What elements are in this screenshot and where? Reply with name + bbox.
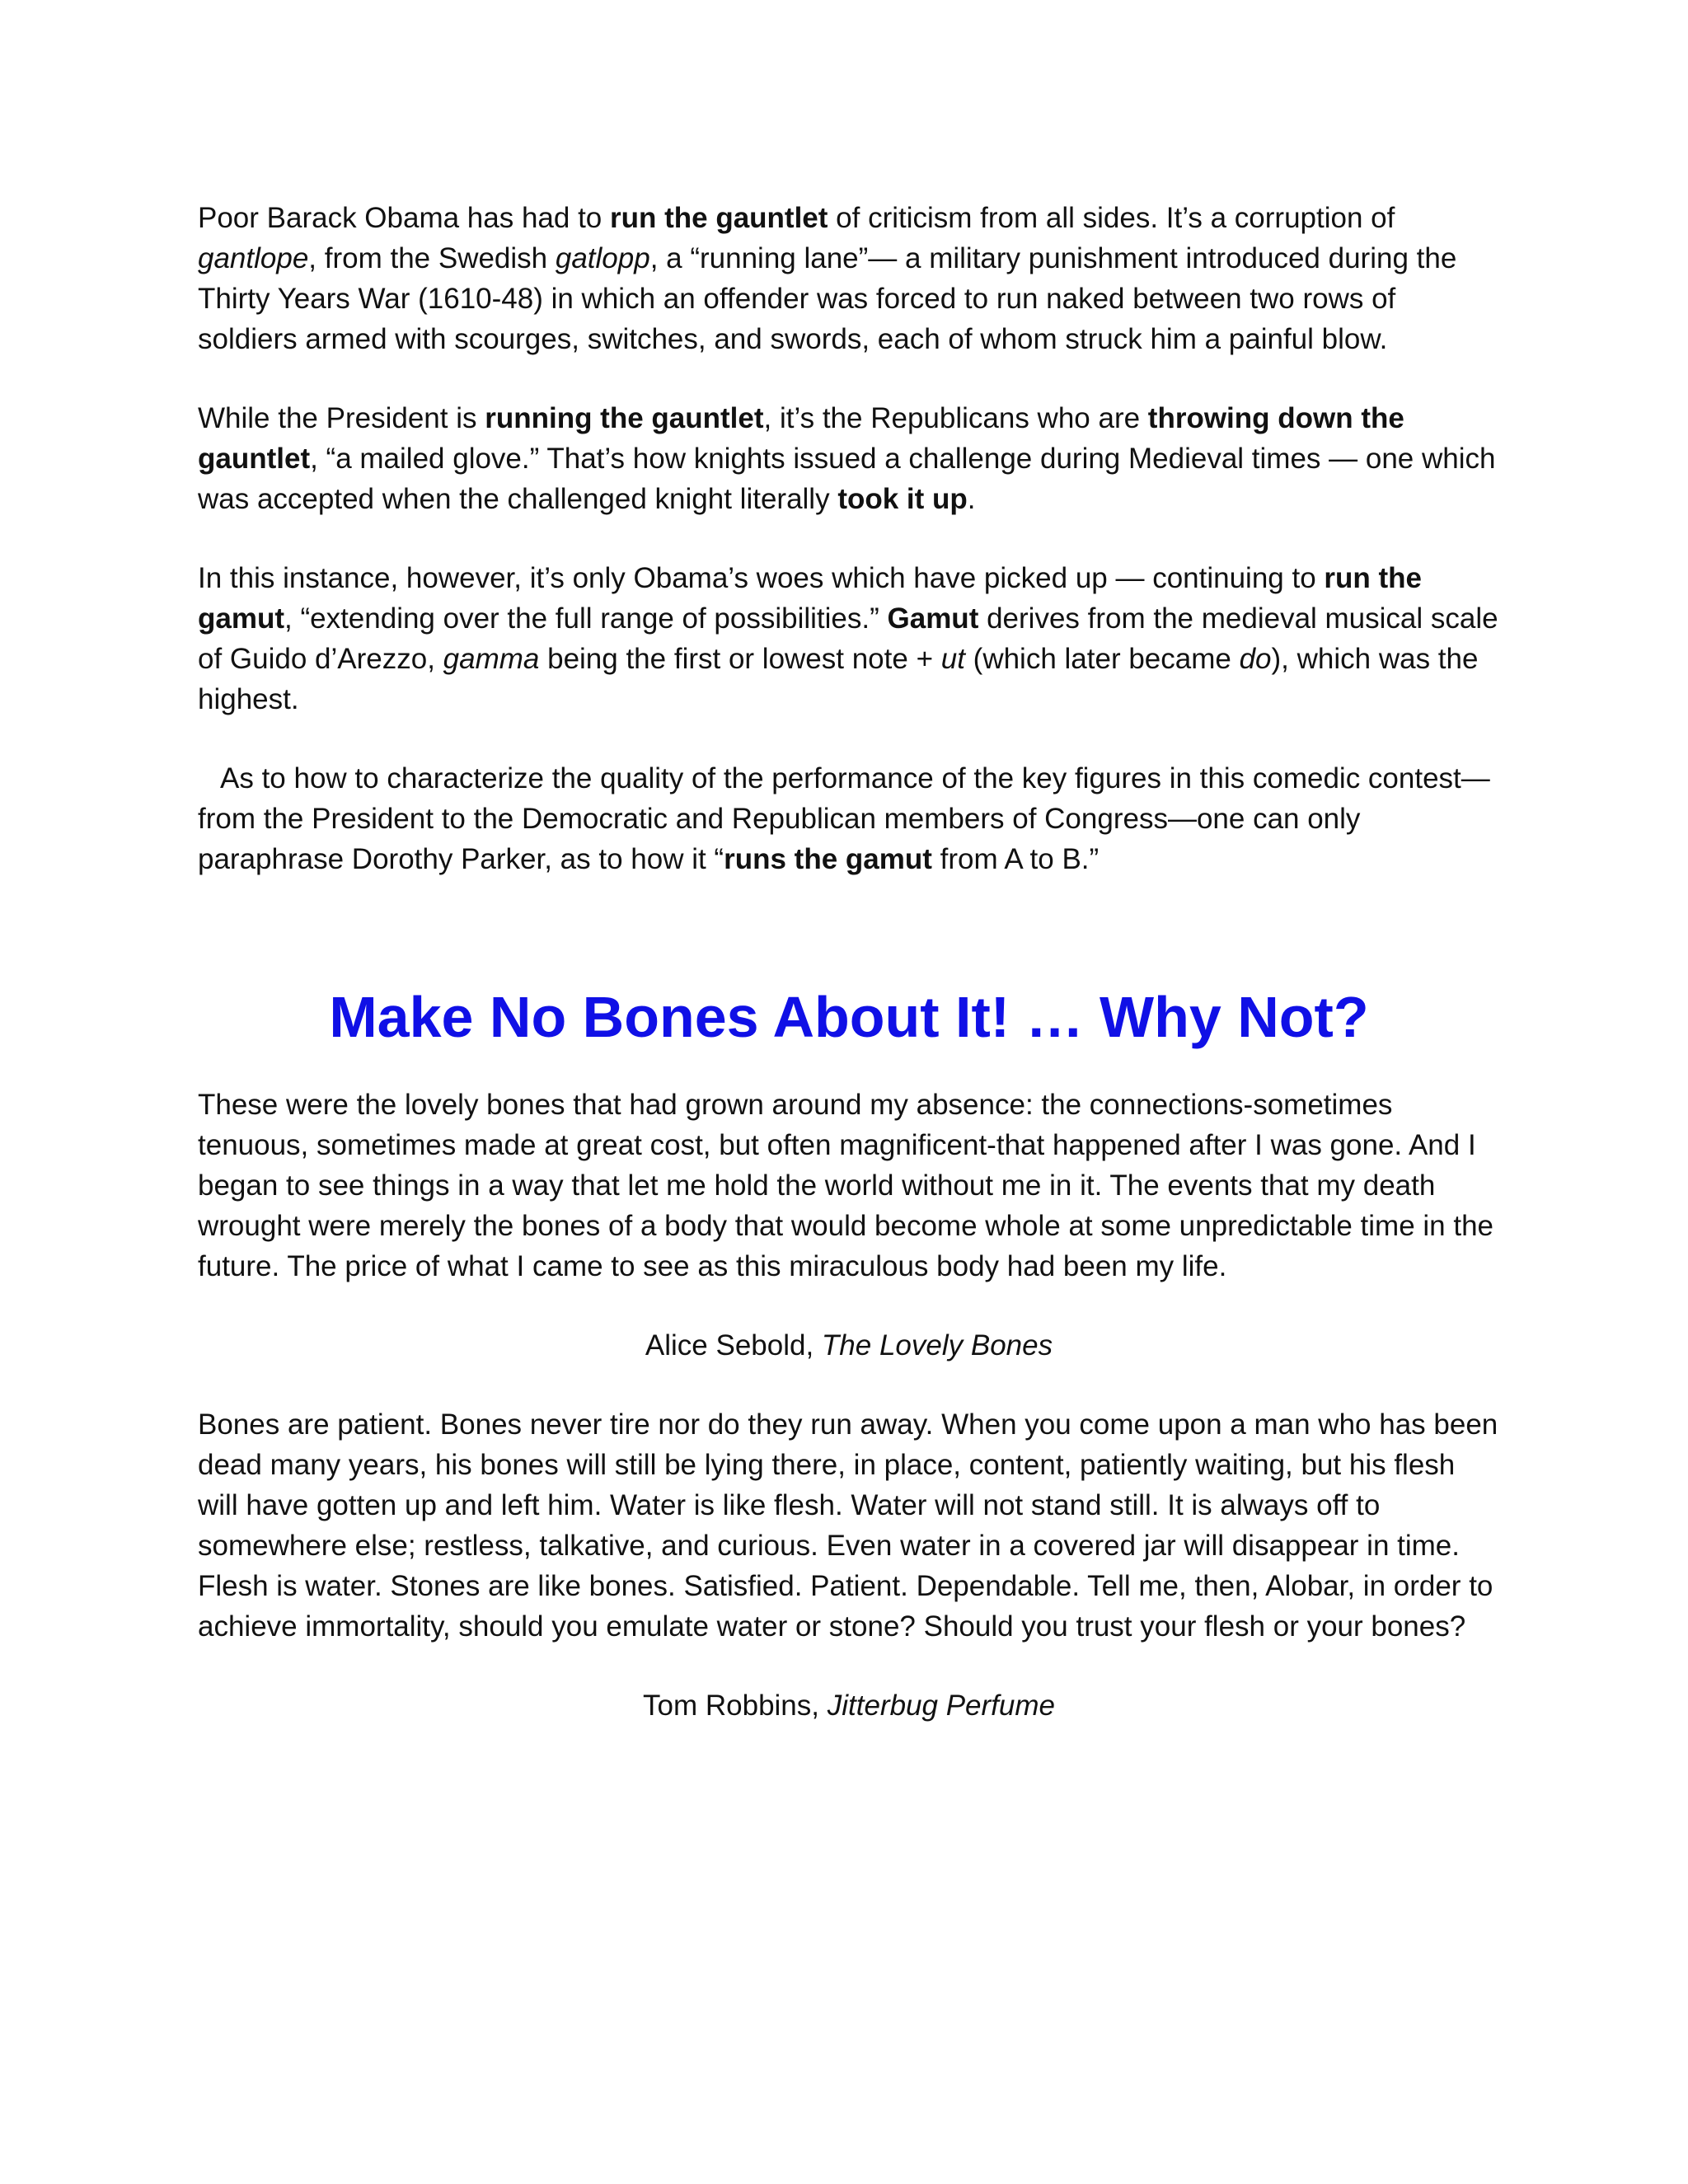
text-segment: derives from the medieval musical scale of Guido d’Arezzo, — [198, 602, 1498, 675]
italic-word-ut: ut — [940, 643, 965, 675]
bold-phrase-run-the-gauntlet: run the gauntlet — [610, 202, 828, 234]
attribution-work-title: The Lovely Bones — [821, 1329, 1053, 1361]
text-segment: of criticism from all sides. It’s a corruption of — [828, 202, 1395, 234]
paragraph-gauntlet-origin — [198, 198, 1500, 359]
section-heading: Make No Bones About It! … Why Not? — [329, 985, 1369, 1049]
bold-phrase-run-the-gamut: run the gamut — [198, 562, 1423, 635]
quote-lovely-bones: These were the lovely bones that had grown around my absence: the connections-sometimes tenuous, sometimes made at great cost, but often magnificent-that happened after I was gone. And I began to see things in a way that let me hold the world without me in it. The events that my death wrought were merely the bones of a body that would become whole at some unpredictable time in the future. The price of what I came to see as this miraculous body had been my life. — [198, 1089, 1494, 1282]
quote-attribution-robbins — [198, 1685, 1500, 1726]
italic-word-gatlopp: gatlopp — [555, 242, 650, 274]
text-segment: , it’s the Republicans who are — [763, 402, 1148, 434]
text-segment: . — [967, 483, 976, 515]
paragraph-dorothy-parker — [198, 758, 1500, 879]
text-segment: As to how to characterize the quality of the performance of the key figures in this comedic contest—from the President to the Democratic and Republican members of Congress—one can only paraphrase Dorothy Parker, as to how it “ — [198, 762, 1490, 875]
text-segment: While the President is — [198, 402, 485, 434]
text-segment: being the first or lowest note + — [539, 643, 941, 675]
italic-word-gamma: gamma — [443, 643, 540, 675]
attribution-work-title: Jitterbug Perfume — [827, 1690, 1055, 1722]
quote-attribution-sebold — [198, 1325, 1500, 1366]
italic-word-do: do — [1239, 643, 1272, 675]
text-segment: Poor Barack Obama has had to — [198, 202, 610, 234]
attribution-author: Tom Robbins, — [643, 1690, 828, 1722]
bold-phrase-running-the-gauntlet: running the gauntlet — [485, 402, 764, 434]
bold-phrase-took-it-up: took it up — [837, 483, 968, 515]
text-segment: from A to B.” — [931, 843, 1100, 875]
text-segment: , “extending over the full range of possibilities.” — [284, 602, 888, 635]
text-segment: , a “running lane”— a military punishment introduced during the Thirty Years War (1610-48) in which an offender was forced to run naked between two rows of soldiers armed with scourges, switches, and swords, each of whom struck him a painful blow. — [198, 242, 1457, 355]
attribution-author: Alice Sebold, — [645, 1329, 822, 1361]
text-segment: , from the Swedish — [308, 242, 556, 274]
paragraph-throwing-down-gauntlet — [198, 398, 1500, 519]
document-page — [198, 198, 1500, 1765]
text-segment: (which later became — [964, 643, 1240, 675]
text-segment: , “a mailed glove.” That’s how knights issued a challenge during Medieval times — one which was accepted when the challenged knight literally — [198, 443, 1496, 515]
bold-phrase-throwing-down-the-gauntlet: throwing down the gauntlet — [198, 402, 1404, 475]
text-segment: In this instance, however, it’s only Obama’s woes which have picked up — continuing to — [198, 562, 1325, 594]
quote-jitterbug-perfume: Bones are patient. Bones never tire nor do they run away. When you come upon a man who has been dead many years, his bones will still be lying there, in place, content, patiently waiting, but his flesh will have gotten up and left him. Water is like flesh. Water will not stand still. It is always off to somewhere else; restless, talkative, and curious. Even water in a covered jar will disappear in time. Flesh is water. Stones are like bones. Satisfied. Patient. Dependable. Tell me, then, Alobar, in order to achieve immortality, should you emulate water or stone? Should you trust your flesh or your bones? — [198, 1408, 1498, 1643]
bold-word-gamut: Gamut — [887, 602, 979, 635]
text-segment: ), which was the highest. — [198, 643, 1479, 715]
bold-phrase-runs-the-gamut: runs the gamut — [724, 843, 932, 875]
italic-word-gantlope: gantlope — [198, 242, 309, 274]
paragraph-run-the-gamut — [198, 558, 1500, 719]
